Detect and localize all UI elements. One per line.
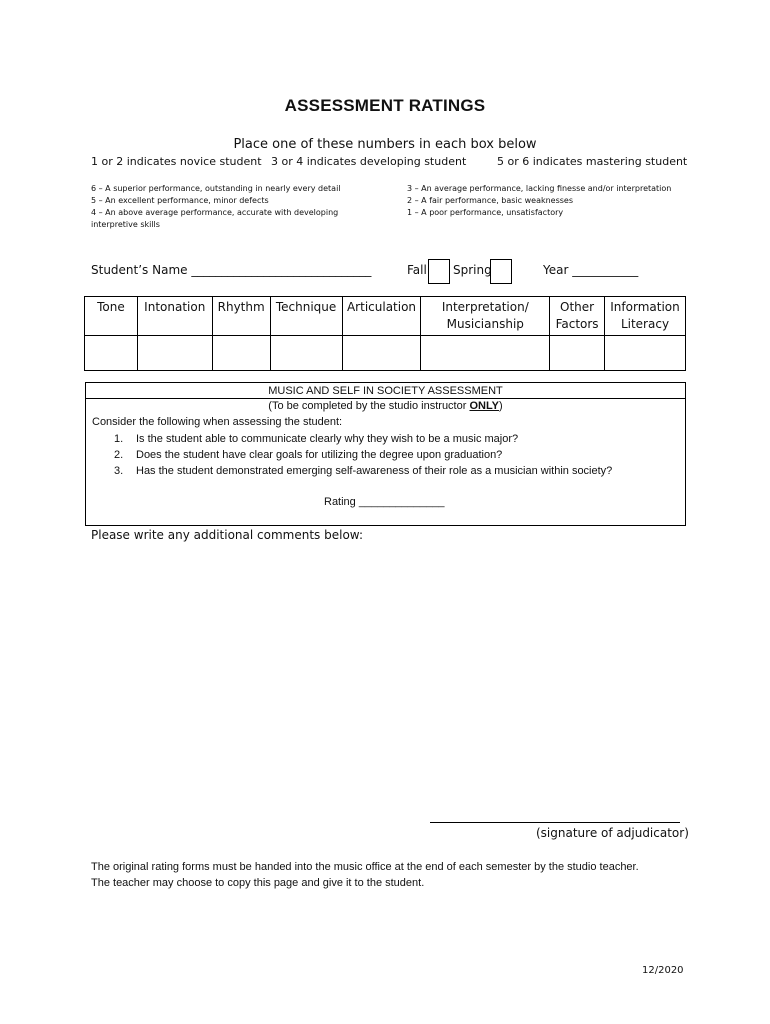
rating-box-rhythm[interactable] (212, 336, 270, 371)
header-intonation: Intonation (137, 297, 212, 336)
society-header: MUSIC AND SELF IN SOCIETY ASSESSMENT (86, 383, 685, 399)
scale-item: 3 – An average performance, lacking finesse and/or interpretation (407, 184, 672, 193)
signature-line[interactable] (430, 822, 680, 823)
legend-mastering: 5 or 6 indicates mastering student (497, 155, 688, 168)
student-name-field[interactable]: Student’s Name ______________________________ (91, 263, 372, 277)
page-title: ASSESSMENT RATINGS (284, 96, 486, 115)
society-instruction: (To be completed by the studio instructor ONLY) (268, 400, 503, 412)
footnote-line-2: The teacher may choose to copy this page and give it to the student. (91, 877, 425, 889)
scale-item: 5 – An excellent performance, minor defects (91, 196, 269, 205)
spring-checkbox[interactable] (490, 259, 512, 284)
rating-table (84, 296, 686, 371)
rating-box-intonation[interactable] (137, 336, 212, 371)
scale-item: 2 – A fair performance, basic weaknesses (407, 196, 574, 205)
list-item: 1. Is the student able to communicate clearly why they wish to be a music major? (114, 433, 519, 445)
scale-item: interpretive skills (91, 220, 160, 229)
only-emphasis: ONLY (469, 400, 500, 412)
header-information-literacy: Information Literacy (605, 297, 686, 336)
scale-item: 1 – A poor performance, unsatisfactory (407, 208, 564, 217)
rating-box-articulation[interactable] (342, 336, 421, 371)
comments-label: Please write any additional comments below: (91, 528, 363, 542)
revision-date: 12/2020 (642, 965, 684, 976)
fall-checkbox[interactable] (428, 259, 450, 284)
scale-item: 6 – A superior performance, outstanding in nearly every detail (91, 184, 341, 193)
society-rating-field[interactable]: Rating ______________ (324, 496, 445, 508)
header-interpretation: Interpretation/ Musicianship (421, 297, 550, 336)
society-questions (114, 431, 612, 479)
scale-item: 4 – An above average performance, accurate with developing (91, 208, 339, 217)
signature-label: (signature of adjudicator) (536, 826, 689, 840)
rating-input-row (85, 336, 686, 371)
list-item: 3. Has the student demonstrated emerging self-awareness of their role as a musician within society? (114, 465, 613, 477)
list-item: 2. Does the student have clear goals for utilizing the degree upon graduation? (114, 449, 503, 461)
rating-box-tone[interactable] (85, 336, 138, 371)
society-consider: Consider the following when assessing the student: (92, 416, 343, 428)
header-articulation: Articulation (342, 297, 421, 336)
rating-header-row (85, 297, 686, 336)
spring-label: Spring (453, 263, 492, 277)
society-assessment-box (85, 382, 686, 526)
rating-box-other-factors[interactable] (550, 336, 605, 371)
scale-left (91, 183, 341, 231)
fall-label: Fall (407, 263, 427, 277)
header-rhythm: Rhythm (212, 297, 270, 336)
rating-box-information-literacy[interactable] (605, 336, 686, 371)
footnote-line-1: The original rating forms must be handed into the music office at the end of each semester by the studio teacher. (91, 861, 639, 873)
scale-right (407, 183, 671, 219)
header-other-factors: Other Factors (550, 297, 605, 336)
year-field[interactable]: Year ___________ (543, 263, 639, 277)
header-technique: Technique (270, 297, 342, 336)
legend-novice: 1 or 2 indicates novice student (91, 155, 262, 168)
rating-box-technique[interactable] (270, 336, 342, 371)
header-tone: Tone (85, 297, 138, 336)
rating-box-interpretation[interactable] (421, 336, 550, 371)
subtitle: Place one of these numbers in each box below (233, 137, 537, 152)
comments-area[interactable] (91, 548, 681, 808)
legend-developing: 3 or 4 indicates developing student (271, 155, 467, 168)
